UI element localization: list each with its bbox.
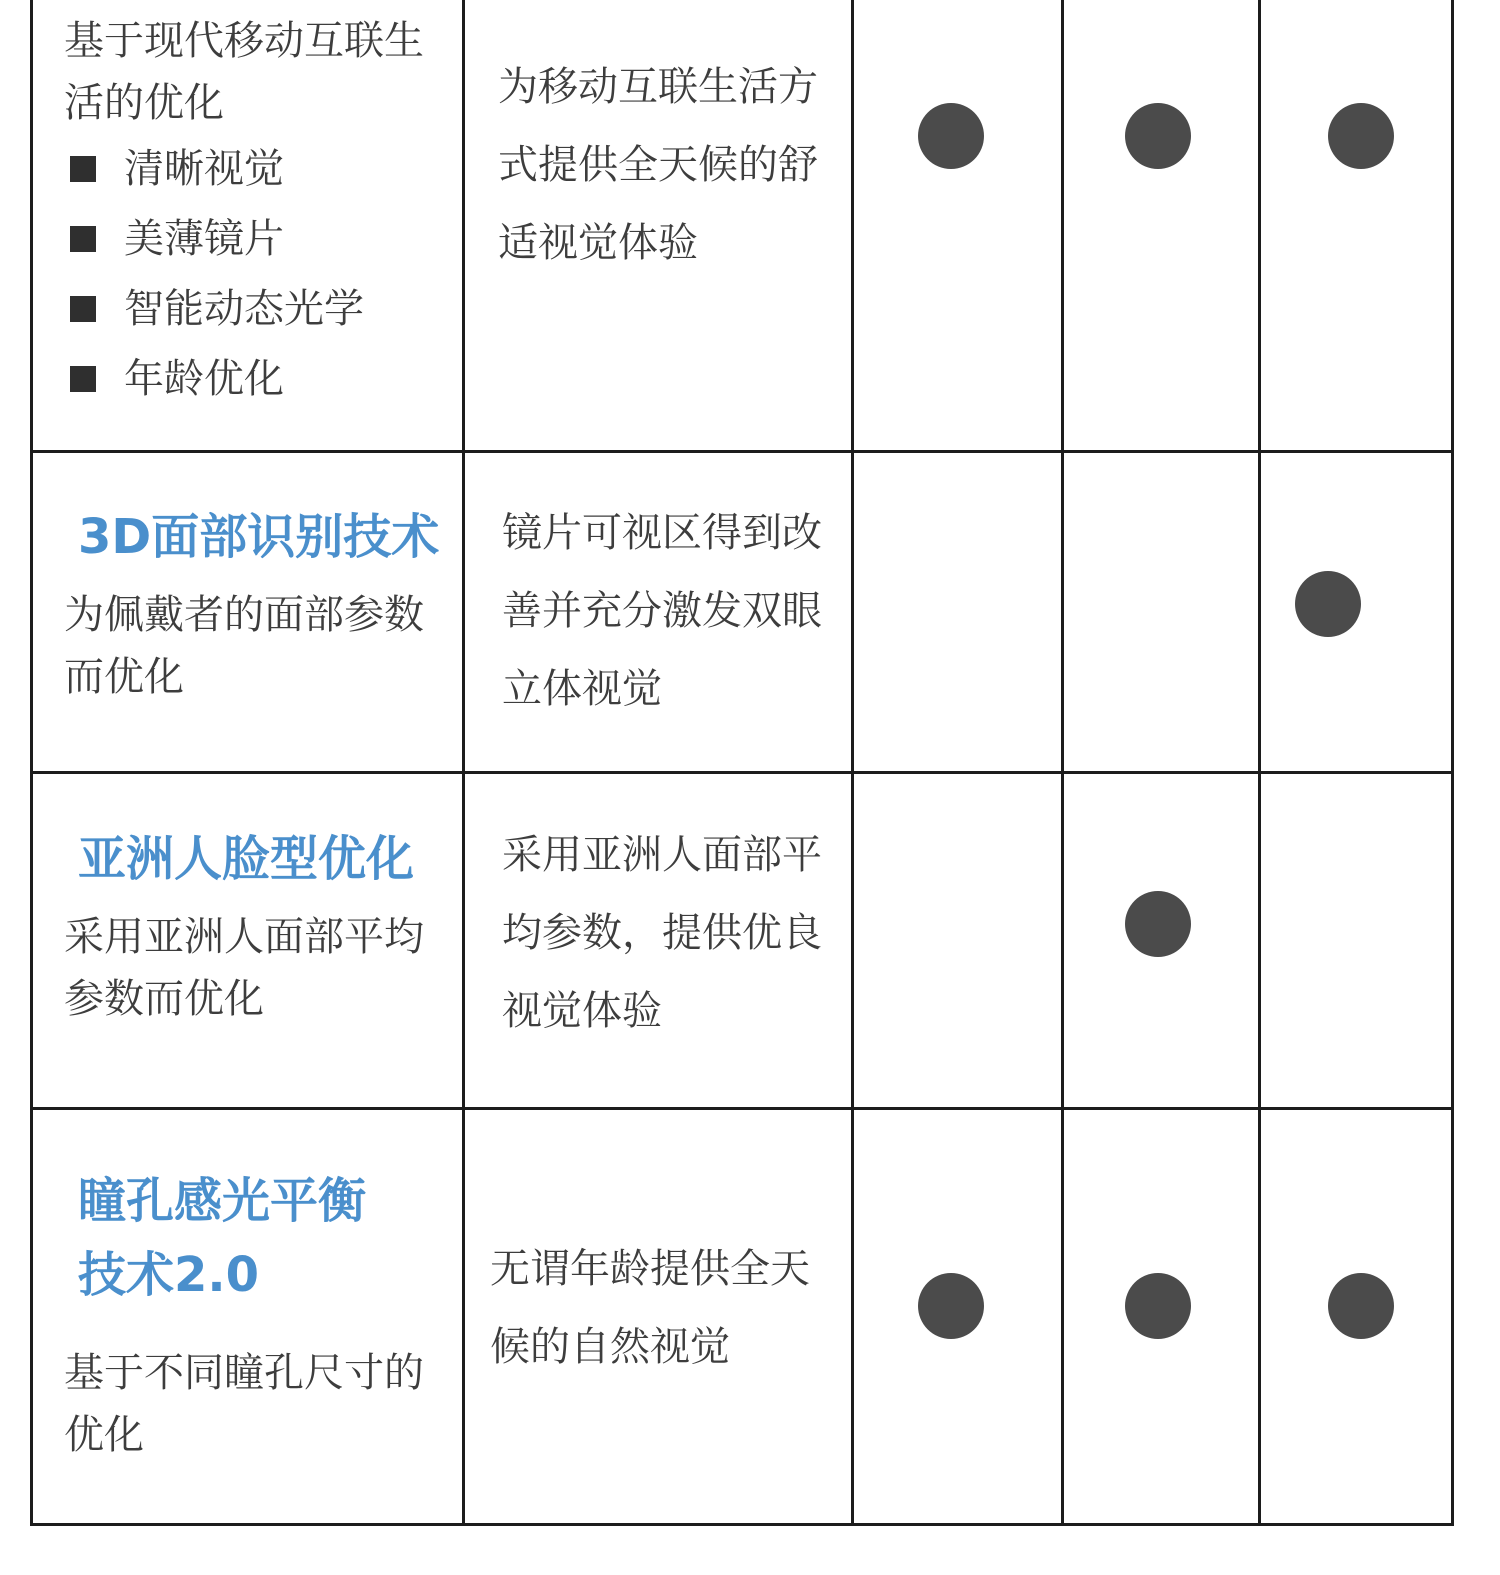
column-divider — [851, 0, 854, 1526]
feature-intro: 基于现代移动互联生活的优化 — [64, 18, 424, 126]
feature-bullet — [64, 344, 456, 414]
feature-title: 亚洲人脸型优化 — [78, 831, 415, 887]
table-left-border — [30, 0, 33, 1526]
feature-title: 瞳孔感光平衡技术2.0 — [78, 1173, 367, 1303]
square-bullet-icon — [70, 156, 96, 182]
feature-description: 采用亚洲人面部平均参数而优化 — [64, 914, 424, 1022]
benefit-cell: 无谓年龄提供全天候的自然视觉 — [490, 1246, 810, 1370]
bullet-label: 清晰视觉 — [124, 146, 284, 192]
square-bullet-icon — [70, 226, 96, 252]
filled-circle-icon — [1295, 571, 1361, 637]
bullet-label: 美薄镜片 — [124, 216, 284, 262]
feature-bullet — [64, 134, 456, 204]
benefit-cell: 采用亚洲人面部平均参数，提供优良视觉体验 — [502, 832, 822, 1034]
column-divider — [1061, 0, 1064, 1526]
filled-circle-icon — [1125, 103, 1191, 169]
feature-description: 基于不同瞳孔尺寸的优化 — [64, 1350, 424, 1458]
feature-bullet — [64, 274, 456, 344]
feature-title: 3D面部识别技术 — [78, 509, 440, 565]
row-divider — [30, 771, 1454, 774]
filled-circle-icon — [918, 103, 984, 169]
bullet-label: 智能动态光学 — [124, 286, 364, 332]
filled-circle-icon — [1328, 1273, 1394, 1339]
square-bullet-icon — [70, 366, 96, 392]
table-bottom-border — [30, 1523, 1454, 1526]
filled-circle-icon — [1328, 103, 1394, 169]
feature-cell — [64, 500, 456, 708]
benefit-cell: 镜片可视区得到改善并充分激发双眼立体视觉 — [502, 510, 822, 712]
square-bullet-icon — [70, 296, 96, 322]
feature-cell — [64, 10, 456, 414]
feature-description: 为佩戴者的面部参数而优化 — [64, 592, 424, 700]
feature-cell — [64, 822, 456, 1030]
feature-cell — [64, 1164, 456, 1466]
table-right-border — [1451, 0, 1454, 1526]
column-divider — [1258, 0, 1261, 1526]
column-divider — [462, 0, 465, 1526]
row-divider — [30, 450, 1454, 453]
bullet-label: 年龄优化 — [124, 356, 284, 402]
filled-circle-icon — [1125, 891, 1191, 957]
filled-circle-icon — [1125, 1273, 1191, 1339]
filled-circle-icon — [918, 1273, 984, 1339]
feature-bullet — [64, 204, 456, 274]
row-divider — [30, 1107, 1454, 1110]
benefit-cell: 为移动互联生活方式提供全天候的舒适视觉体验 — [498, 64, 818, 266]
